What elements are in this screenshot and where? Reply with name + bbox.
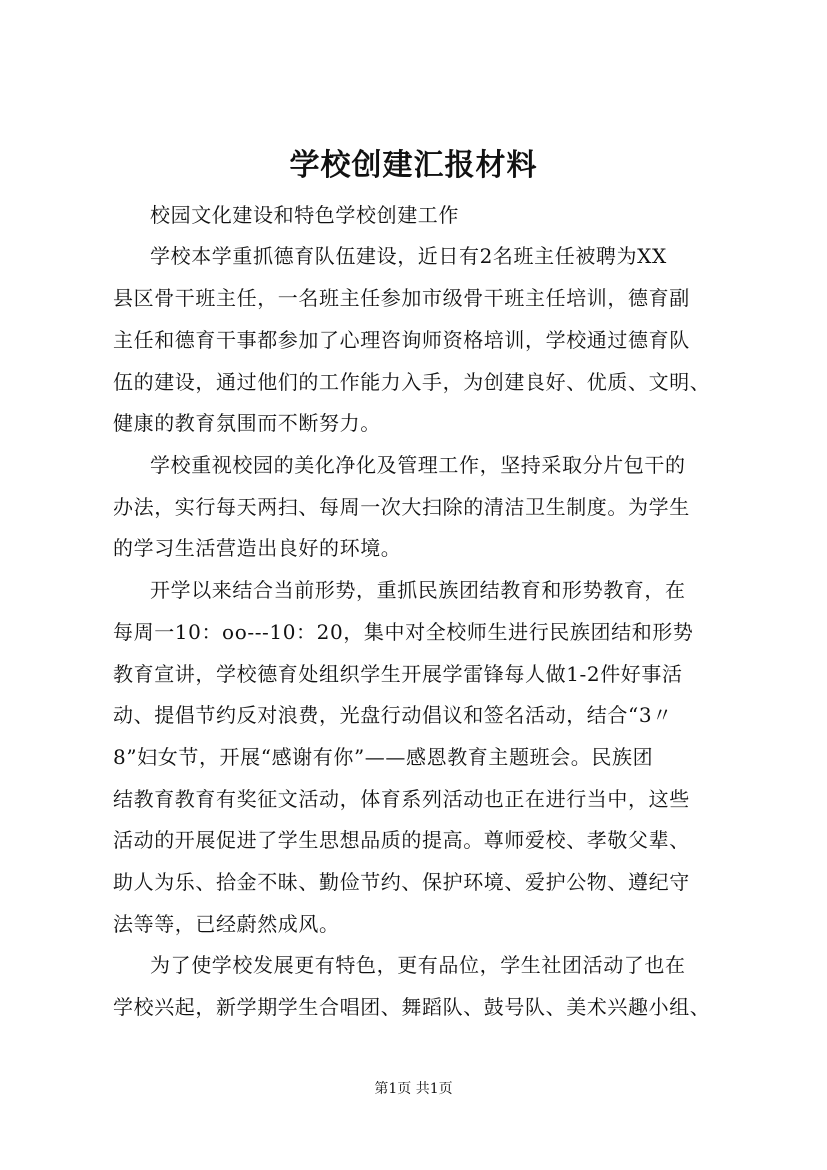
paragraph-line: 学校本学重抓德育队伍建设，近日有2名班主任被聘为XX	[150, 244, 667, 268]
paragraph-line: 法等等，已经蔚然成风。	[113, 912, 340, 936]
paragraph-line: 县区骨干班主任，一名班主任参加市级骨干班主任培训，德育副	[113, 286, 690, 310]
paragraph-line: 动、提倡节约反对浪费，光盘行动倡议和签名活动，结合“3〃	[113, 703, 673, 727]
paragraph-line: 为了使学校发展更有特色，更有品位，学生社团活动了也在	[150, 953, 686, 977]
paragraph-line: 学校重视校园的美化净化及管理工作，坚持采取分片包干的	[150, 453, 686, 477]
paragraph-line: 办法，实行每天两扫、每周一次大扫除的清洁卫生制度。为学生	[113, 495, 690, 519]
paragraph-line: 每周一10：oo---10：20，集中对全校师生进行民族团结和形势	[113, 620, 694, 644]
paragraph-line: 学校兴起，新学期学生合唱团、舞蹈队、鼓号队、美术兴趣小组、	[113, 995, 711, 1019]
paragraph-line: 结教育教育有奖征文活动，体育系列活动也正在进行当中，这些	[113, 787, 690, 811]
paragraph-line: 8”妇女节，开展“感谢有你”——感恩教育主题班会。民族团	[113, 745, 654, 769]
paragraph-line: 活动的开展促进了学生思想品质的提高。尊师爱校、孝敬父辈、	[113, 828, 690, 852]
paragraph-line: 主任和德育干事都参加了心理咨询师资格培训，学校通过德育队	[113, 328, 690, 352]
document-title: 学校创建汇报材料	[289, 148, 538, 183]
paragraph-line: 校园文化建设和特色学校创建工作	[150, 203, 459, 227]
paragraph-line: 教育宣讲，学校德育处组织学生开展学雷锋每人做1-2件好事活	[113, 662, 683, 686]
paragraph-line: 助人为乐、拾金不昧、勤俭节约、保护环境、爱护公物、遵纪守	[113, 870, 690, 894]
paragraph-line: 开学以来结合当前形势，重抓民族团结教育和形势教育，在	[150, 578, 686, 602]
paragraph-line: 伍的建设，通过他们的工作能力入手，为创建良好、优质、文明、	[113, 370, 711, 394]
page-number-footer: 第1页 共1页	[374, 1081, 453, 1097]
paragraph-line: 健康的教育氛围而不断努力。	[113, 411, 381, 435]
paragraph-line: 的学习生活营造出良好的环境。	[113, 536, 402, 560]
